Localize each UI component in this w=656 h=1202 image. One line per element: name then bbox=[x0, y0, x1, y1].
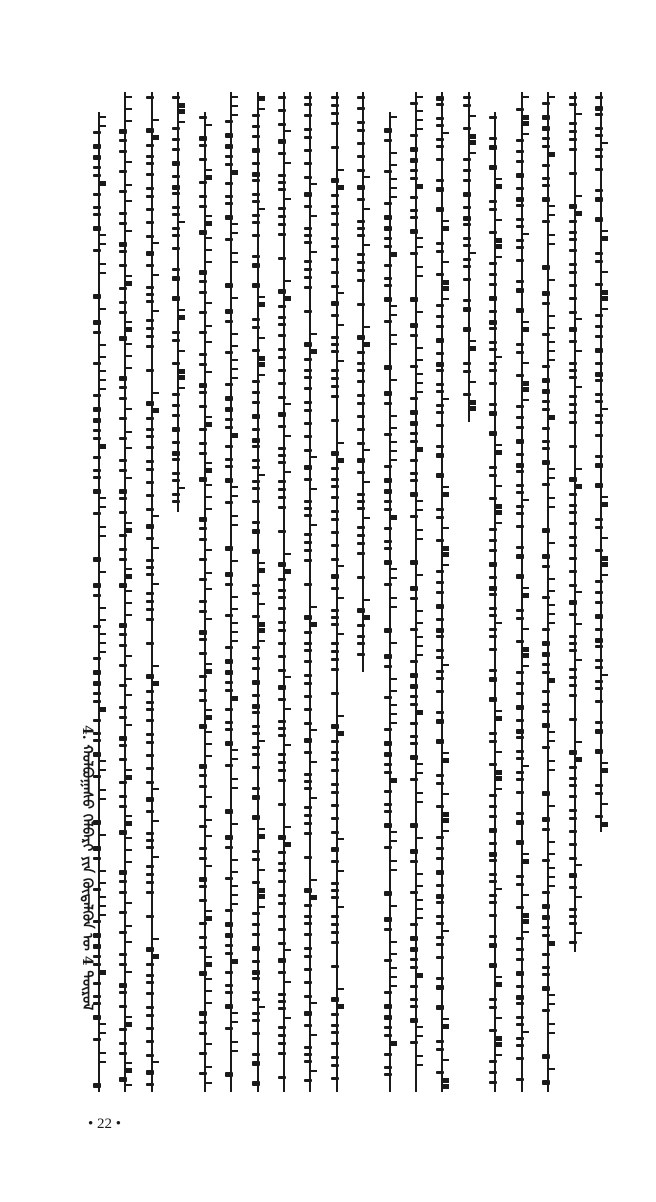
text-column bbox=[592, 92, 610, 1092]
text-column bbox=[566, 92, 584, 1092]
column-text bbox=[222, 92, 240, 1092]
text-column bbox=[328, 92, 346, 1092]
text-column bbox=[539, 92, 557, 1092]
column-text bbox=[196, 92, 214, 1092]
column-text bbox=[486, 92, 504, 1092]
column-text bbox=[539, 92, 557, 1092]
column-text bbox=[433, 92, 451, 1092]
text-column bbox=[143, 92, 161, 1092]
text-column bbox=[116, 92, 134, 1092]
text-column bbox=[301, 92, 319, 1092]
text-column bbox=[433, 92, 451, 1092]
text-column bbox=[407, 92, 425, 1092]
section-heading: 4. ᠬᠣᠯᠪᠣᠭᠠᠰᠤ ᠬᠡᠯᠪᠡᠷᠢ ᠶᠢᠨ ᠬᠥᠳᠡᠯᠬᠦᠨ ᠦ 4 ᠲᠥᠷᠥᠯ bbox=[79, 725, 95, 1011]
column-text bbox=[381, 92, 399, 1092]
vertical-text-block bbox=[90, 92, 610, 1092]
text-column bbox=[486, 92, 504, 1092]
column-text bbox=[301, 92, 319, 1092]
column-text bbox=[513, 92, 531, 1092]
column-text bbox=[169, 92, 187, 1092]
column-text bbox=[116, 92, 134, 1092]
column-text bbox=[249, 92, 267, 1092]
text-column bbox=[275, 92, 293, 1092]
text-column bbox=[354, 92, 372, 1092]
column-text bbox=[566, 92, 584, 1092]
column-text bbox=[143, 92, 161, 1092]
text-column bbox=[460, 92, 478, 1092]
text-column bbox=[381, 92, 399, 1092]
text-column bbox=[222, 92, 240, 1092]
text-column bbox=[513, 92, 531, 1092]
text-column bbox=[249, 92, 267, 1092]
column-text bbox=[592, 92, 610, 1092]
column-text bbox=[407, 92, 425, 1092]
text-column bbox=[169, 92, 187, 1092]
column-text bbox=[460, 92, 478, 1092]
column-text bbox=[328, 92, 346, 1092]
column-text bbox=[275, 92, 293, 1092]
page-number: • 22 • bbox=[88, 1116, 122, 1132]
text-column bbox=[196, 92, 214, 1092]
column-text bbox=[354, 92, 372, 1092]
